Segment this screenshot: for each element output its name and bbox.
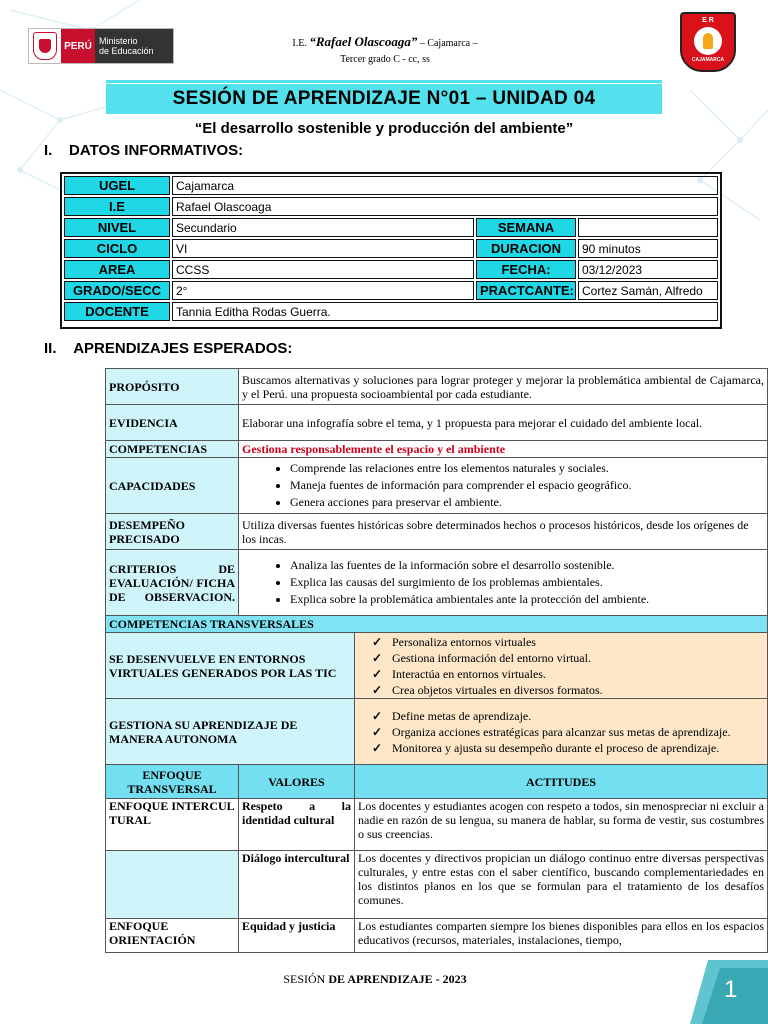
list-item: • Explica las causas del surgimiento de los problemas ambientales. [290,574,764,591]
peru-shield-icon [33,32,57,60]
table-row [64,260,718,279]
area-value: CCSS [172,260,474,279]
table-row [64,197,718,216]
table-row [106,616,768,633]
transversales-band: COMPETENCIAS TRANSVERSALES [106,616,768,633]
valor-respeto: Respeto a la identidad cultural [239,799,355,851]
tic-label: SE DESENVUELVE EN ENTORNOS VIRTUALES GENERADOS POR LAS TIC [106,633,355,699]
practicante-value: Cortez Samán, Alfredo [578,281,718,300]
ministry-logo [28,28,174,64]
nivel-label: NIVEL [64,218,170,237]
school-crest-icon [680,12,736,72]
list-item: ✓ Personaliza entornos virtuales [392,634,764,650]
table-row [64,302,718,321]
table-row [106,633,768,699]
list-item: • Explica sobre la problemática ambientales ante la protección del ambiente. [290,591,764,608]
list-item: ✓ Organiza acciones estratégicas para alcanzar sus metas de aprendizaje. [392,724,764,740]
session-subtitle: “El desarrollo sostenible y producción del ambiente” [194,120,574,137]
competencias-label: COMPETENCIAS [106,441,239,458]
list-item: ✓ Gestiona información del entorno virtual. [392,650,764,666]
competencias-value: Gestiona responsablemente el espacio y el ambiente [239,441,768,458]
enfoque-intercultural-continued [106,851,239,919]
autonoma-list [358,708,764,756]
enfoque-intercultural: ENFOQUE INTERCULTURAL [106,799,239,851]
table-row [106,919,768,953]
valores-header: VALORES [239,765,355,799]
ugel-value: Cajamarca [172,176,718,195]
enfoque-orientacion: ENFOQUE ORIENTACIÓN [106,919,239,953]
actitud-respeto: Los docentes y estudiantes acogen con respeto a todos, sin menospreciar ni excluir a nadie en razón de su lengua, su manera de hablar, su forma de vestir, sus costumbres o sus creencias. [355,799,768,851]
session-title: SESIÓN DE APRENDIZAJE N°01 – UNIDAD 04 [106,84,662,114]
ministry-label: Ministerio de Educación [95,29,173,63]
desempeno-label: DESEMPEÑO PRECISADO [106,514,239,550]
fecha-label: FECHA: [476,260,576,279]
duracion-value: 90 minutos [578,239,718,258]
title-top-line [106,80,662,83]
docente-value: Tannia Editha Rodas Guerra. [172,302,718,321]
table-row [106,851,768,919]
table-row [64,176,718,195]
criterios-label: CRITERIOS DE EVALUACIÓN/ FICHA DE OBSERVACION. [106,550,239,616]
table-row [106,765,768,799]
capacidades-list [242,460,764,511]
fecha-value: 03/12/2023 [578,260,718,279]
table-row [106,458,768,514]
datos-informativos-table [60,172,722,329]
list-item: • Genera acciones para preservar el ambiente. [290,494,764,511]
semana-label: SEMANA [476,218,576,237]
grado-value: 2° [172,281,474,300]
proposito-label: PROPÓSITO [106,369,239,405]
table-row [106,514,768,550]
school-prefix: I.E. [292,38,307,49]
ugel-label: UGEL [64,176,170,195]
actitud-equidad: Los estudiantes comparten siempre los bienes disponibles para ellos en los espacios educativos (recursos, materiales, instalaciones, tiempo, [355,919,768,953]
section-aprendizajes-heading: II. APRENDIZAJES ESPERADOS: [44,340,293,357]
page-number: 1 [724,976,738,1003]
area-label: AREA [64,260,170,279]
table-row [64,239,718,258]
school-name: “Rafael Olascoaga” [309,34,418,49]
table-row [106,550,768,616]
table-row [106,799,768,851]
table-row [106,441,768,458]
actitud-dialogo: Los docentes y directivos propician un diálogo continuo entre diversas perspectivas culturales, y entre estas con el saber científico, buscando complementariedades en los distintos planos en los que se formulan para el tratamiento de los desafíos comunes. [355,851,768,919]
footer-text: SESIÓN DE APRENDIZAJE - 2023 [283,972,467,986]
ciclo-label: CICLO [64,239,170,258]
list-item: • Maneja fuentes de información para comprender el espacio geográfico. [290,477,764,494]
practicante-label: PRACTCANTE: [476,281,576,300]
school-info [200,34,570,68]
table-row [106,699,768,765]
table-row [106,405,768,441]
valor-dialogo: Diálogo intercultural [239,851,355,919]
enfoque-header: ENFOQUE TRANSVERSAL [106,765,239,799]
capacidades-label: CAPACIDADES [106,458,239,514]
ie-value: Rafael Olascoaga [172,197,718,216]
list-item: ✓ Crea objetos virtuales en diversos formatos. [392,682,764,698]
proposito-value: Buscamos alternativas y soluciones para lograr proteger y mejorar la problemática ambiental de Cajamarca, y el Perú. una propuesta socioambiental por cada estudiante. [239,369,768,405]
evidencia-label: EVIDENCIA [106,405,239,441]
list-item: ✓ Define metas de aprendizaje. [392,708,764,724]
autonoma-label: GESTIONA SU APRENDIZAJE DE MANERA AUTONOMA [106,699,355,765]
crest-bottom-text: CAJAMARCA [691,57,725,63]
table-row [64,281,718,300]
evidencia-value: Elaborar una infografía sobre el tema, y 1 propuesta para mejorar el cuidado del ambiente local. [239,405,768,441]
list-item: • Analiza las fuentes de la información sobre el desarrollo sostenible. [290,557,764,574]
table-row [64,218,718,237]
actitudes-header: ACTITUDES [355,765,768,799]
school-city: – Cajamarca – [419,38,478,49]
docente-label: DOCENTE [64,302,170,321]
criterios-list [242,557,764,608]
tic-list [358,634,764,698]
ciclo-value: VI [172,239,474,258]
peru-label: PERÚ [61,29,95,63]
table-row [106,369,768,405]
grado-label: GRADO/SECC [64,281,170,300]
grade-line: Tercer grado C - cc, ss [340,54,430,65]
list-item: • Comprende las relaciones entre los elementos naturales y sociales. [290,460,764,477]
nivel-value: Secundario [172,218,474,237]
valor-equidad: Equidad y justicia [239,919,355,953]
section-datos-heading: I. DATOS INFORMATIVOS: [44,142,244,159]
desempeno-value: Utiliza diversas fuentes históricas sobre determinados hechos o procesos históricos, desde los orígenes de los incas. [239,514,768,550]
list-item: ✓ Monitorea y ajusta su desempeño durante el proceso de aprendizaje. [392,740,764,756]
duracion-label: DURACION [476,239,576,258]
ie-label: I.E [64,197,170,216]
list-item: ✓ Interactúa en entornos virtuales. [392,666,764,682]
semana-value [578,218,718,237]
crest-top-text: E R [702,17,714,24]
aprendizajes-table [105,368,768,953]
